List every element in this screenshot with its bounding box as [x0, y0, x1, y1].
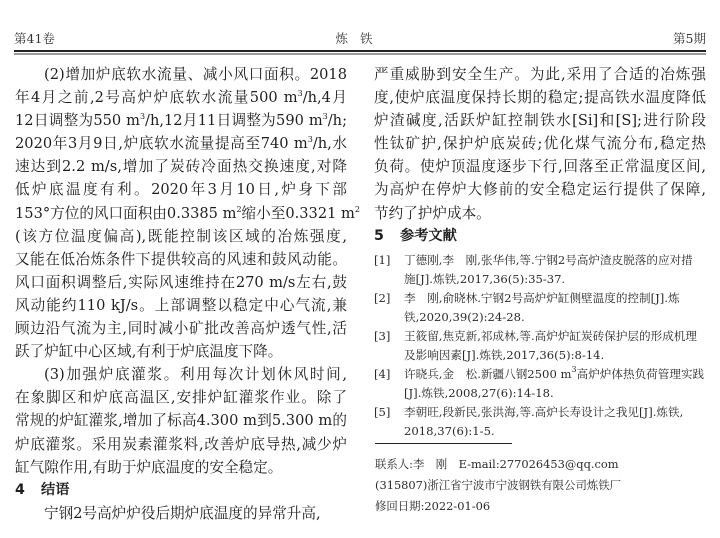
text-line: 常规的炉缸灌浆,增加了标高4.300 m到5.300 m的	[15, 412, 347, 430]
text-line: 缸气隙作用,有助于炉底温度的安全稳定。	[15, 458, 283, 476]
reference-line: 李朝旺,段新民,张洪海,等.高炉长寿设计之我见[J].炼铁,	[404, 404, 684, 419]
volume-label: 第41卷	[14, 31, 55, 46]
reference-line: 王筱留,焦克新,祁成林,等.高炉炉缸炭砖保护层的形成机理	[404, 328, 697, 343]
text-line: 负荷。使炉顶温度逐步下行,回落至正常温度区间,	[374, 158, 706, 176]
paragraph-grouting	[15, 363, 347, 478]
reference-item	[374, 289, 706, 327]
text-line: (该方位温度偏高),既能控制该区域的冶炼强度,	[15, 227, 347, 245]
footnote-divider	[375, 443, 512, 444]
text-line: 153°方位的风口面积由0.3385 $m^2$缩小至0.3321 $m^2$	[15, 204, 360, 222]
section-title: 结语	[41, 481, 70, 498]
text-line: 顾边沿气流为主,同时减小矿批改善高炉透气性,活	[15, 320, 347, 338]
reference-item	[374, 251, 706, 289]
reference-item	[374, 327, 706, 365]
text-line: 跃了炉缸中心区域,有利于炉底温度下降。	[15, 343, 283, 361]
paragraph-soft-water-tuyere	[15, 63, 360, 363]
text-line: 炉底灌浆。采用炭素灌浆料,改善炉底导热,减少炉	[15, 435, 347, 453]
paragraph-conclusion-cont	[374, 63, 706, 225]
section-title: 参考文献	[400, 227, 457, 244]
reference-index: [3]	[374, 328, 391, 343]
issue-label: 第5期	[673, 31, 706, 46]
reference-line: 2018,37(6):1-5.	[404, 423, 495, 438]
reference-index: [1]	[374, 252, 391, 267]
reference-line: [J].炼铁,2008,27(6):14-18.	[404, 385, 554, 400]
header-rule-thick	[14, 50, 706, 52]
section-number: 4	[15, 481, 25, 498]
text-line: 炉渣碱度,活跃炉缸控制铁水[Si]和[S];进行阶段	[374, 112, 706, 130]
right-column	[374, 63, 706, 441]
text-line: 节约了护炉成本。	[374, 204, 491, 222]
section-heading-conclusion	[15, 479, 347, 502]
reference-line: 施[J].炼铁,2017,36(5):35-37.	[404, 271, 566, 286]
reference-item	[374, 365, 706, 403]
text-line: 年4月之前,2号高炉炉底软水流量500 $m^3/h,4$月	[15, 89, 347, 107]
reference-index: [2]	[374, 290, 391, 305]
text-line: 度,使炉底温度保持长期的稳定;提高铁水温度降低	[374, 89, 706, 107]
section-heading-references	[374, 225, 706, 248]
text-line: 宁钢2号高炉炉役后期炉底温度的异常升高,	[44, 504, 321, 522]
reference-line: 铁,2020,39(2):24-28.	[404, 309, 525, 324]
text-line: (2)增加炉底软水流量、减小风口面积。2018	[44, 66, 347, 83]
journal-title: 炼铁	[335, 31, 385, 46]
text-line: (3)加强炉底灌浆。利用每次计划休风时间,	[44, 366, 347, 384]
text-line: 又能在低冶炼条件下提供较高的风速和鼓风动能。	[15, 250, 347, 268]
text-line: 性钛矿护,保护炉底炭砖;优化煤气流分布,稳定热	[374, 135, 706, 153]
reference-item	[374, 403, 706, 441]
reference-line: 丁德刚,李 刚,张华伟,等.宁钢2号高炉渣皮脱落的应对措	[404, 252, 693, 267]
reference-line: 许晓兵,金 松.新疆八钢2500 $m^3$高炉炉体热负荷管理实践	[404, 364, 705, 381]
reference-list	[374, 251, 706, 441]
reference-line: 及影响因素[J].炼铁,2017,36(5):8-14.	[404, 347, 605, 362]
contact-info: 联系人:李 刚 E-mail:277026453@qq.com	[375, 457, 619, 471]
text-line: 12日调整为550 $m^3/h,12$月11日调整为590 $m^3/h$;	[15, 112, 347, 130]
text-line: 速达到2.2 m/s,增加了炭砖冷面热交换速度,对降	[15, 158, 347, 176]
text-line: 为高炉在停炉大修前的安全稳定运行提供了保障,	[374, 181, 706, 199]
page-header	[14, 27, 706, 49]
section-number: 5	[374, 227, 384, 244]
text-line: 风动能约110 kJ/s。上部调整以稳定中心气流,兼	[15, 296, 347, 314]
text-line: 低炉底温度有利。2020年3月10日,炉身下部	[15, 181, 347, 199]
reference-index: [5]	[374, 404, 391, 419]
text-line: 风口面积调整后,实际风速维持在270 m/s左右,鼓	[15, 273, 347, 291]
text-line: 2020年3月9日,炉底软水流量提高至740 $m^3/h$,水	[15, 135, 347, 153]
footnotes	[375, 454, 621, 517]
paragraph-conclusion-start	[15, 502, 347, 525]
affiliation-address: (315807)浙江省宁波市宁波钢铁有限公司炼铁厂	[375, 478, 622, 492]
text-line: 严重威胁到安全生产。为此,采用了合适的冶炼强	[374, 66, 706, 83]
reference-index: [4]	[374, 366, 391, 381]
text-line: 在象脚区和炉底高温区,安排炉缸灌浆作业。除了	[15, 389, 347, 407]
revised-date: 修回日期:2022-01-06	[375, 499, 491, 513]
reference-line: 李 刚,俞晓林.宁钢2号高炉炉缸侧壁温度的控制[J].炼	[404, 290, 680, 305]
header-rule-thin	[14, 53, 706, 55]
left-column	[15, 63, 360, 525]
